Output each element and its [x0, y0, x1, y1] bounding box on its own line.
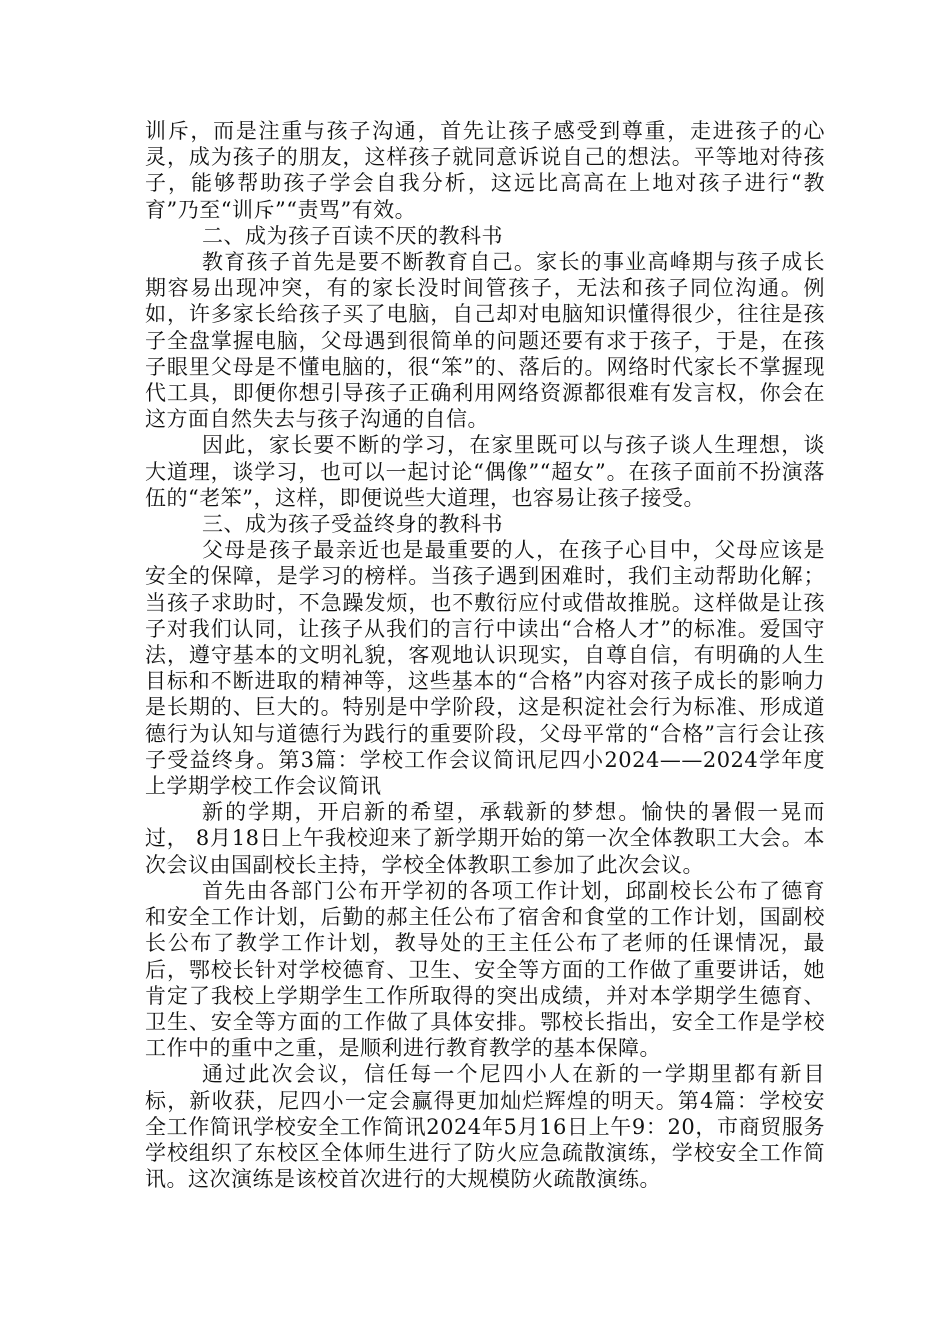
document-body — [145, 118, 825, 1192]
paragraph: 因此，家长要不断的学习，在家里既可以与孩子谈人生理想，谈大道理，谈学习，也可以一起讨论“偶像”“超女”。在孩子面前不扮演落伍的“老笨”，这样，即便说些大道理，也容易让孩子接受。 — [145, 433, 825, 510]
section-heading-2: 二、成为孩子百读不厌的教科书 — [202, 223, 503, 248]
paragraph: 教育孩子首先是要不断教育自己。家长的事业高峰期与孩子成长期容易出现冲突，有的家长没时间管孩子，无法和孩子同位沟通。例如，许多家长给孩子买了电脑，自己却对电脑知识懂得很少，往往是孩子全盘掌握电脑，父母遇到很简单的问题还要有求于孩子，于是，在孩子眼里父母是不懂电脑的，很“笨”的、落后的。网络时代家长不掌握现代工具，即便你想引导孩子正确利用网络资源都很难有发言权，你会在这方面自然失去与孩子沟通的自信。 — [145, 250, 825, 432]
paragraph: 新的学期，开启新的希望，承载新的梦想。愉快的暑假一晃而过， 8月18日上午我校迎来了新学期开始的第一次全体教职工大会。本次会议由国副校长主持，学校全体教职工参加了此次会议。 — [145, 800, 825, 877]
paragraph: 通过此次会议，信任每一个尼四小人在新的一学期里都有新目标，新收获，尼四小一定会赢得更加灿烂辉煌的明天。第4篇：学校安全工作简讯学校安全工作简讯2024年5月16日上午9：20，市商贸服务学校组织了东校区全体师生进行了防火应急疏散演练，学校安全工作简讯。这次演练是该校首次进行的大规模防火疏散演练。 — [145, 1062, 825, 1192]
section-heading-3: 三、成为孩子受益终身的教科书 — [202, 512, 503, 537]
paragraph-continued: 训斥，而是注重与孩子沟通，首先让孩子感受到尊重，走进孩子的心灵，成为孩子的朋友，这样孩子就同意诉说自己的想法。平等地对待孩子，能够帮助孩子学会自我分析，这远比高高在上地对孩子进行“教育”乃至“训斥”“责骂”有效。 — [145, 119, 825, 222]
paragraph: 父母是孩子最亲近也是最重要的人，在孩子心目中，父母应该是安全的保障，是学习的榜样。当孩子遇到困难时，我们主动帮助化解；当孩子求助时，不急躁发烦，也不敷衍应付或借故推脱。这样做是让孩子对我们认同，让孩子从我们的言行中读出“合格人才”的标准。爱国守法，遵守基本的文明礼貌，客观地认识现实，自尊自信，有明确的人生目标和不断进取的精神等，这些基本的“合格”内容对孩子成长的影响力是长期的、巨大的。特别是中学阶段，这是积淀社会行为标准、形成道德行为认知与道德行为践行的重要阶段，父母平常的“合格”言行会让孩子受益终身。第3篇：学校工作会议简讯尼四小2024——2024学年度上学期学校工作会议简讯 — [145, 538, 825, 799]
paragraph: 首先由各部门公布开学初的各项工作计划，邱副校长公布了德育和安全工作计划，后勤的郝主任公布了宿舍和食堂的工作计划，国副校长公布了教学工作计划，教导处的王主任公布了老师的任课情况，最后，鄂校长针对学校德育、卫生、安全等方面的工作做了重要讲话，她肯定了我校上学期学生工作所取得的突出成绩，并对本学期学生德育、卫生、安全等方面的工作做了具体安排。鄂校长指出，安全工作是学校工作中的重中之重，是顺利进行教育教学的基本保障。 — [145, 878, 825, 1061]
